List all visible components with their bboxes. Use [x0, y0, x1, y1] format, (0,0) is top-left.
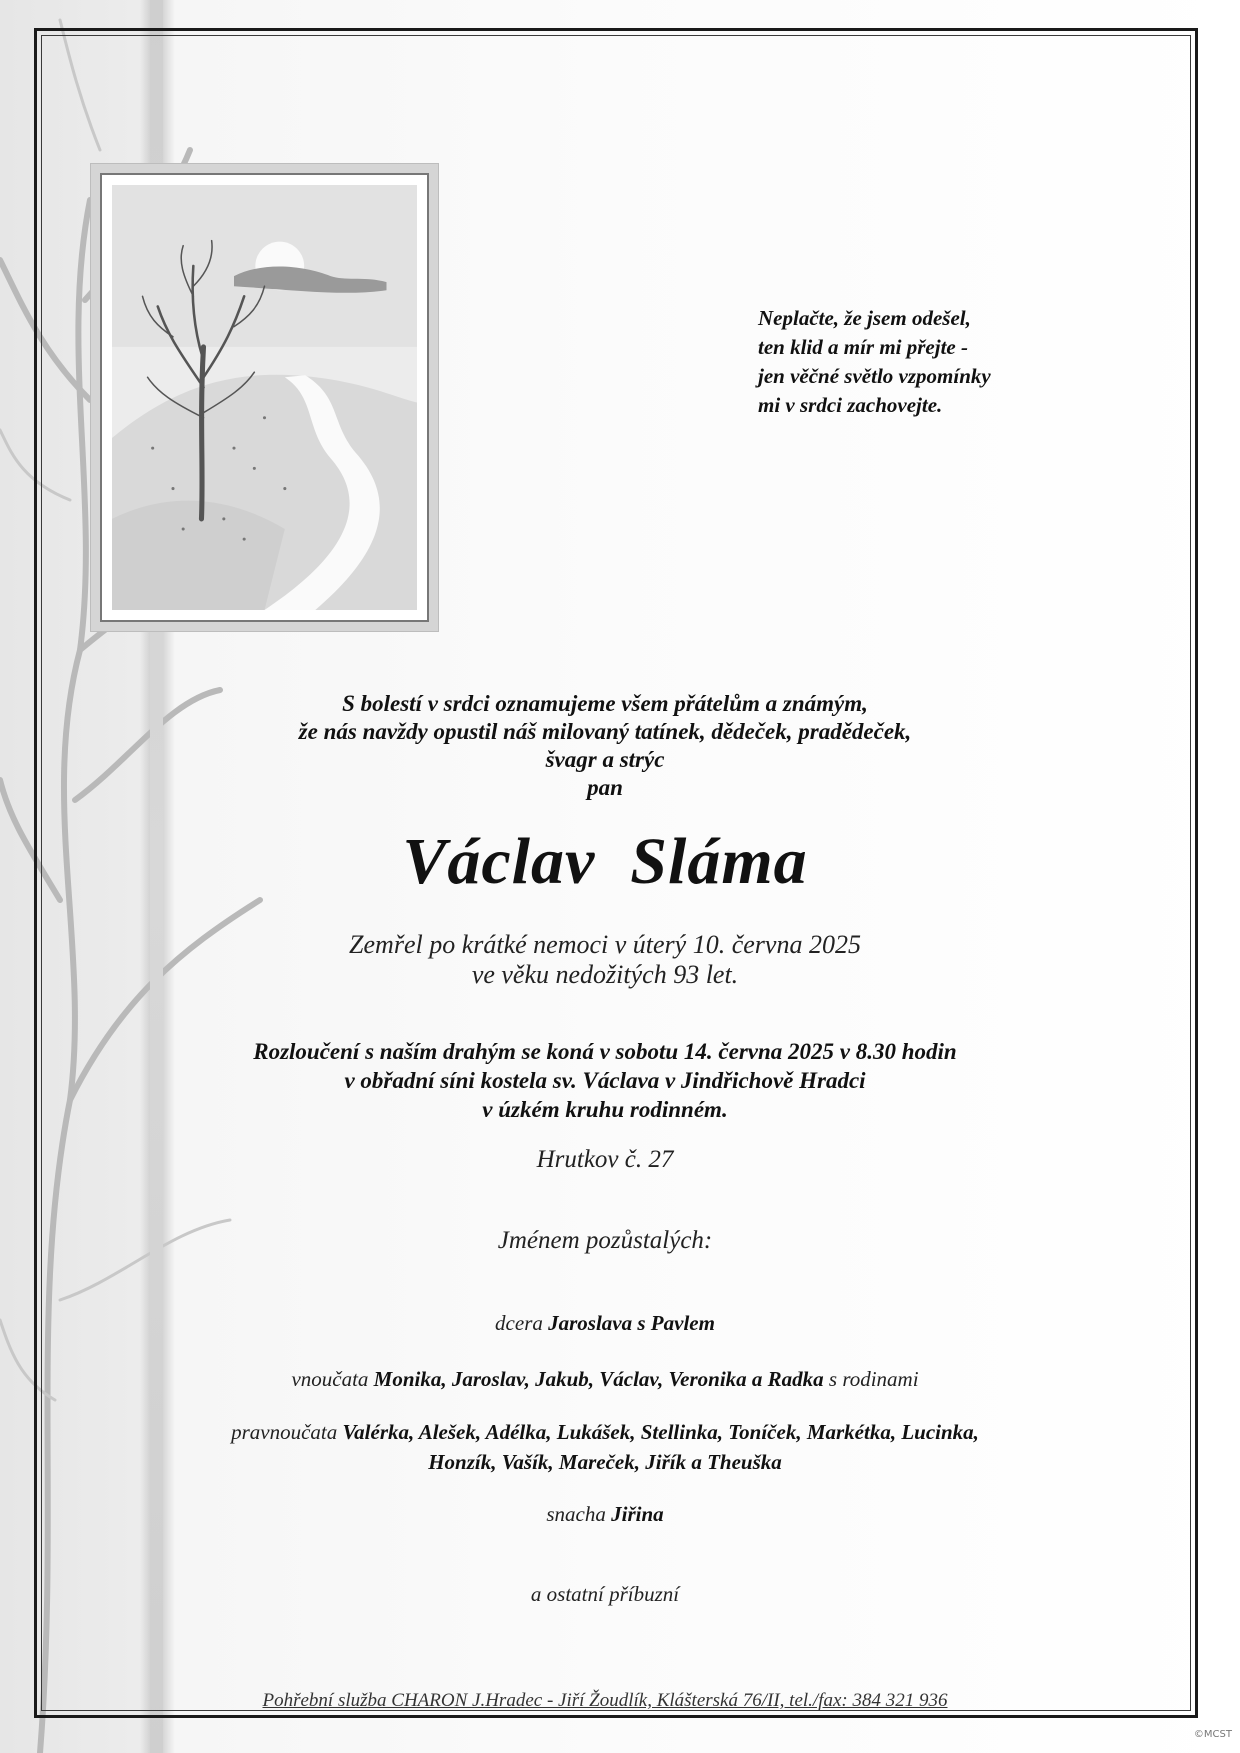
poem-line: ten klid a mír mi přejte -	[758, 335, 968, 359]
deceased-name: Václav Sláma	[402, 825, 808, 898]
death-info-line: ve věku nedožitých 93 let.	[471, 960, 739, 989]
tree-moon-path-illustration	[112, 185, 417, 610]
landscape-picture-frame	[91, 164, 438, 631]
relative-names: Jaroslava s Pavlem	[548, 1311, 715, 1335]
farewell-line: v obřadní síni kostela sv. Václava v Jindřichově Hradci	[344, 1068, 866, 1093]
announcement-line: švagr a strýc	[545, 747, 665, 772]
announcement-line: pan	[587, 775, 623, 800]
announcement-line: S bolestí v srdci oznamujeme všem přátelům a známým,	[342, 691, 868, 716]
relation-suffix: s rodinami	[828, 1367, 919, 1391]
relative-great-grandchildren	[150, 1417, 1060, 1477]
funeral-service-footer: Pohřební služba CHARON J.Hradec - Jiří Žoudlík, Klášterská 76/II, tel./fax: 384 321 936	[262, 1690, 948, 1711]
farewell-details	[150, 1037, 1060, 1124]
death-info-line: Zemřel po krátké nemoci v úterý 10. června 2025	[349, 930, 861, 959]
poem-line: jen věčné světlo vzpomínky	[758, 364, 991, 388]
poem-line: mi v srdci zachovejte.	[758, 393, 943, 417]
on-behalf-heading: Jménem pozůstalých:	[497, 1227, 713, 1254]
relation-label: snacha	[546, 1502, 606, 1526]
memorial-poem	[758, 304, 1078, 420]
other-relatives-text: a ostatní příbuzní	[530, 1582, 680, 1606]
other-relatives	[150, 1579, 1060, 1609]
announcement	[150, 690, 1060, 802]
relative-daughter-in-law	[150, 1499, 1060, 1529]
copyright-mark: ©MCST	[1193, 1729, 1232, 1740]
farewell-line: v úzkém kruhu rodinném.	[482, 1097, 728, 1122]
relative-daughter	[150, 1308, 1060, 1338]
relation-label: vnoučata	[291, 1367, 369, 1391]
relation-label: pravnoučata	[231, 1420, 338, 1444]
farewell-line: Rozloučení s naším drahým se koná v sobotu 14. června 2025 v 8.30 hodin	[253, 1039, 957, 1064]
death-info	[150, 930, 1060, 990]
relative-names: Honzík, Vašík, Mareček, Jiřík a Theuška	[428, 1450, 782, 1474]
relative-names: Monika, Jaroslav, Jakub, Václav, Veronika a Radka	[373, 1367, 824, 1391]
relative-names: Jiřina	[611, 1502, 664, 1526]
landscape-picture	[100, 173, 429, 622]
poem-line: Neplačte, že jsem odešel,	[758, 306, 971, 330]
relative-names: Valérka, Alešek, Adélka, Lukášek, Stellinka, Toníček, Markétka, Lucinka,	[342, 1420, 979, 1444]
address: Hrutkov č. 27	[536, 1146, 674, 1173]
relation-label: dcera	[495, 1311, 543, 1335]
relative-grandchildren	[150, 1364, 1060, 1394]
announcement-line: že nás navždy opustil náš milovaný tatínek, dědeček, pradědeček,	[298, 719, 912, 744]
